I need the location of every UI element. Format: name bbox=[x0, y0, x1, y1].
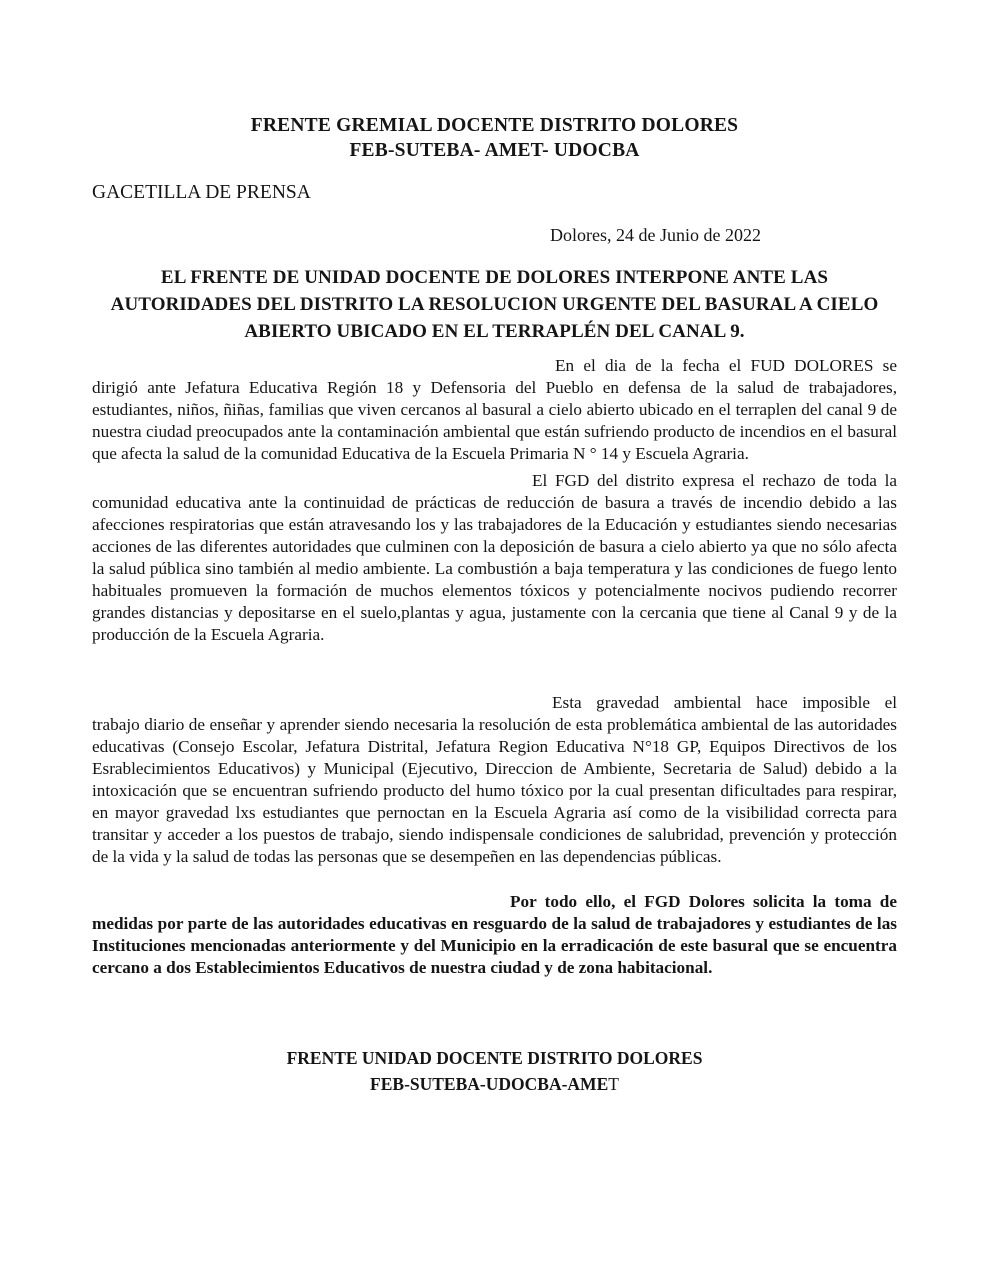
headline: EL FRENTE DE UNIDAD DOCENTE DE DOLORES INTERPONE ANTE LAS AUTORIDADES DEL DISTRITO LA RESOLUCION URGENTE DEL BASURAL A CIELO ABIERTO UBICADO EN EL TERRAPLÉN DEL CANAL 9. bbox=[110, 267, 879, 342]
letterhead bbox=[92, 113, 897, 163]
letterhead-org-name: FRENTE GREMIAL DOCENTE DISTRITO DOLORES bbox=[250, 115, 739, 136]
signature-block bbox=[92, 1045, 897, 1097]
signature-unions bbox=[92, 1071, 897, 1097]
signature-unions-tail: T bbox=[608, 1074, 619, 1094]
paragraph-presentation: En el dia de la fecha el FUD DOLORES se dirigió ante Jefatura Educativa Región 18 y Defensoria del Pueblo en defensa de la salud de trabajadores, estudiantes, niños, ñiñas, familias que viven cercanos al basural a cielo abierto ubicado en el terraplen del canal 9 de nuestra ciudad preocupados ante la contaminación ambiental que están sufriendo producto de incendios en el basural que afecta la salud de la comunidad Educativa de la Escuela Primaria N ° 14 y Escuela Agraria. bbox=[92, 356, 897, 463]
letterhead-unions: FEB-SUTEBA- AMET- UDOCBA bbox=[349, 140, 640, 161]
paragraph-request: Por todo ello, el FGD Dolores solicita la toma de medidas por parte de las autoridades educativas en resguardo de la salud de trabajadores y estudiantes de las Instituciones mencionadas anteriormente y del Municipio en la erradicación de este basural que se encuentra cercano a dos Establecimientos Educativos de nuestra ciudad y de zona habitacional. bbox=[92, 892, 897, 977]
dateline: Dolores, 24 de Junio de 2022 bbox=[550, 225, 761, 245]
signature-org-name: FRENTE UNIDAD DOCENTE DISTRITO DOLORES bbox=[286, 1048, 703, 1068]
paragraph-rejection: El FGD del distrito expresa el rechazo de toda la comunidad educativa ante la continuidad de prácticas de reducción de basura a través de incendio debido a las afecciones respiratorias que están atravesando los y las trabajadores de la Educación y estudiantes siendo necesarias acciones de las diferentes autoridades que culminen con la deposición de basura a cielo abierto ya que no sólo afecta la salud pública sino también al medio ambiente. La combustión a baja temperatura y las condiciones de fuego lento habituales promueven la formación de muchos elementos tóxicos y potencialmente nocivos pudiendo recorrer grandes distancias y depositarse en el suelo,plantas y agua, justamente con la cercania que tiene al Canal 9 y de la producción de la Escuela Agraria. bbox=[92, 471, 897, 644]
press-release-label: GACETILLA DE PRENSA bbox=[92, 182, 311, 203]
paragraph-environmental-gravity: Esta gravedad ambiental hace imposible el trabajo diario de enseñar y aprender siendo necesaria la resolución de esta problemática ambiental de las autoridades educativas (Consejo Escolar, Jefatura Distrital, Jefatura Region Educativa N°18 GP, Equipos Directivos de los Esrablecimientos Educativos) y Municipal (Ejecutivo, Direccion de Ambiente, Secretaria de Salud) debido a la intoxicación que se encuentran sufriendo producto del humo tóxico por la cual presentan dificultades para respirar, en mayor gravedad lxs estudiantes que pernoctan en la Escuela Agraria así como de la visibilidad correcta para transitar y acceder a los puestos de trabajo, siendo indispensale condiciones de salubridad, prevención y protección de la vida y la salud de todas las personas que se desempeñen en las dependencias públicas. bbox=[92, 693, 897, 866]
signature-unions-main: FEB-SUTEBA-UDOCBA-AME bbox=[370, 1074, 609, 1094]
